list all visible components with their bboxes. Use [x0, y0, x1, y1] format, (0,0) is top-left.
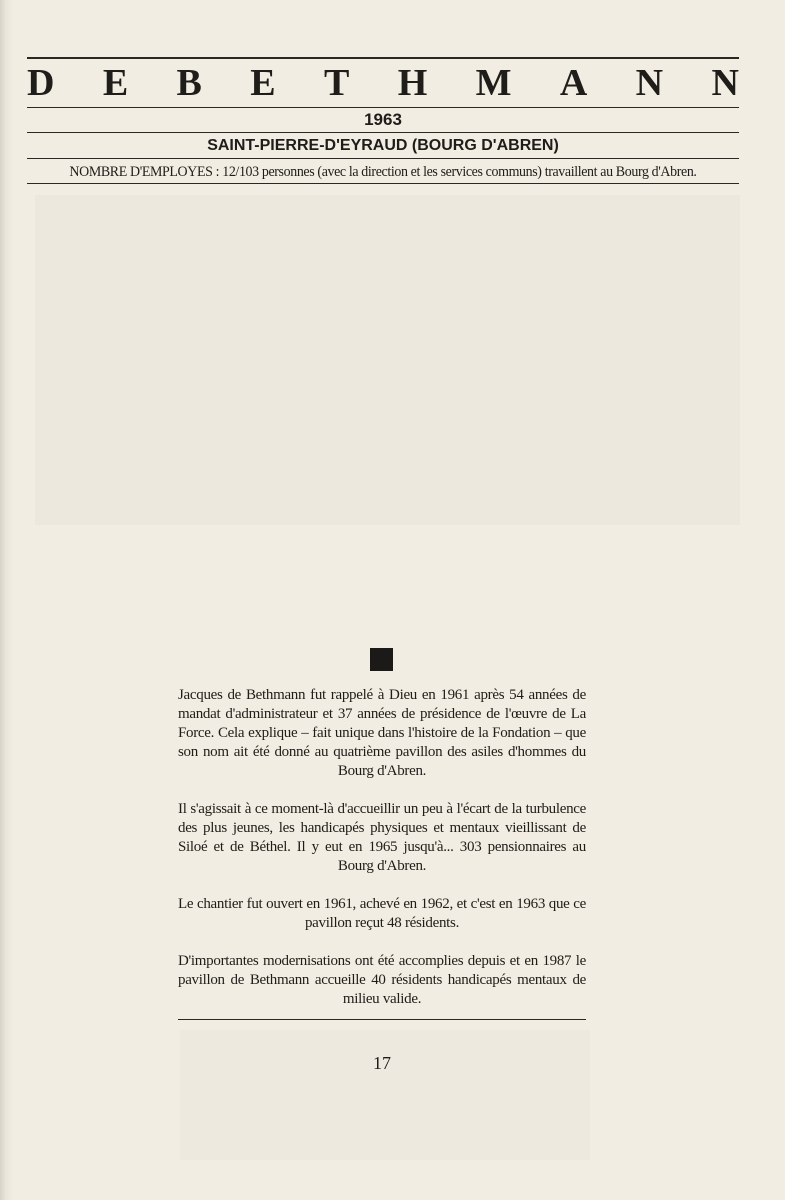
employees-line: NOMBRE D'EMPLOYES : 12/103 personnes (avec la direction et les services communs) travaillent au Bourg d'Abren.: [69, 164, 697, 180]
paragraph: Le chantier fut ouvert en 1961, achevé en 1962, et c'est en 1963 que ce pavillon reçut 48 résidents.: [178, 896, 586, 931]
title-letter: E: [250, 62, 276, 104]
title-letter: M: [475, 62, 512, 104]
title-letter: N: [635, 62, 664, 104]
paragraph: Il s'agissait à ce moment-là d'accueillir un peu à l'écart de la turbulence des plus jeunes, les handicapés physiques et mentaux vieillissant de Siloé et de Béthel. Il y eut en 1965 jusqu'à... 303 pensionnaires au Bourg d'Abren.: [178, 801, 586, 874]
top-rule: [27, 57, 739, 59]
title-letter: T: [323, 62, 350, 104]
paragraph: D'importantes modernisations ont été accomplies depuis et en 1987 le pavillon de Bethmann accueille 40 résidents handicapés mentaux de milieu valide.: [178, 953, 586, 1007]
title-letter: D: [27, 62, 55, 104]
show-through-shadow-lower: [180, 1030, 590, 1160]
body-text: [178, 686, 586, 1009]
title-rule: [27, 107, 739, 108]
show-through-shadow: [35, 195, 740, 525]
title-letter: H: [397, 62, 428, 104]
place-heading: SAINT-PIERRE-D'EYRAUD (BOURG D'ABREN): [207, 137, 559, 154]
page-number: 17: [373, 1053, 391, 1073]
body-bottom-rule: [178, 1019, 586, 1020]
place-rule: [27, 158, 739, 159]
year-heading: 1963: [364, 110, 402, 129]
black-square-ornament: [370, 648, 393, 671]
employees-rule: [27, 183, 739, 184]
title-letter: A: [559, 62, 588, 104]
title-letter: B: [176, 62, 202, 104]
year-rule: [27, 132, 739, 133]
title-letter: E: [102, 62, 129, 104]
title-letter: N: [711, 62, 739, 104]
paragraph: Jacques de Bethmann fut rappelé à Dieu en 1961 après 54 années de mandat d'administrateur et 37 années de présidence de l'œuvre de La Force. Cela explique – fait unique dans l'histoire de la Fondation – que son nom ait été donné au quatrième pavillon des asiles d'hommes du Bourg d'Abren.: [178, 687, 586, 779]
page-title: [27, 63, 739, 103]
